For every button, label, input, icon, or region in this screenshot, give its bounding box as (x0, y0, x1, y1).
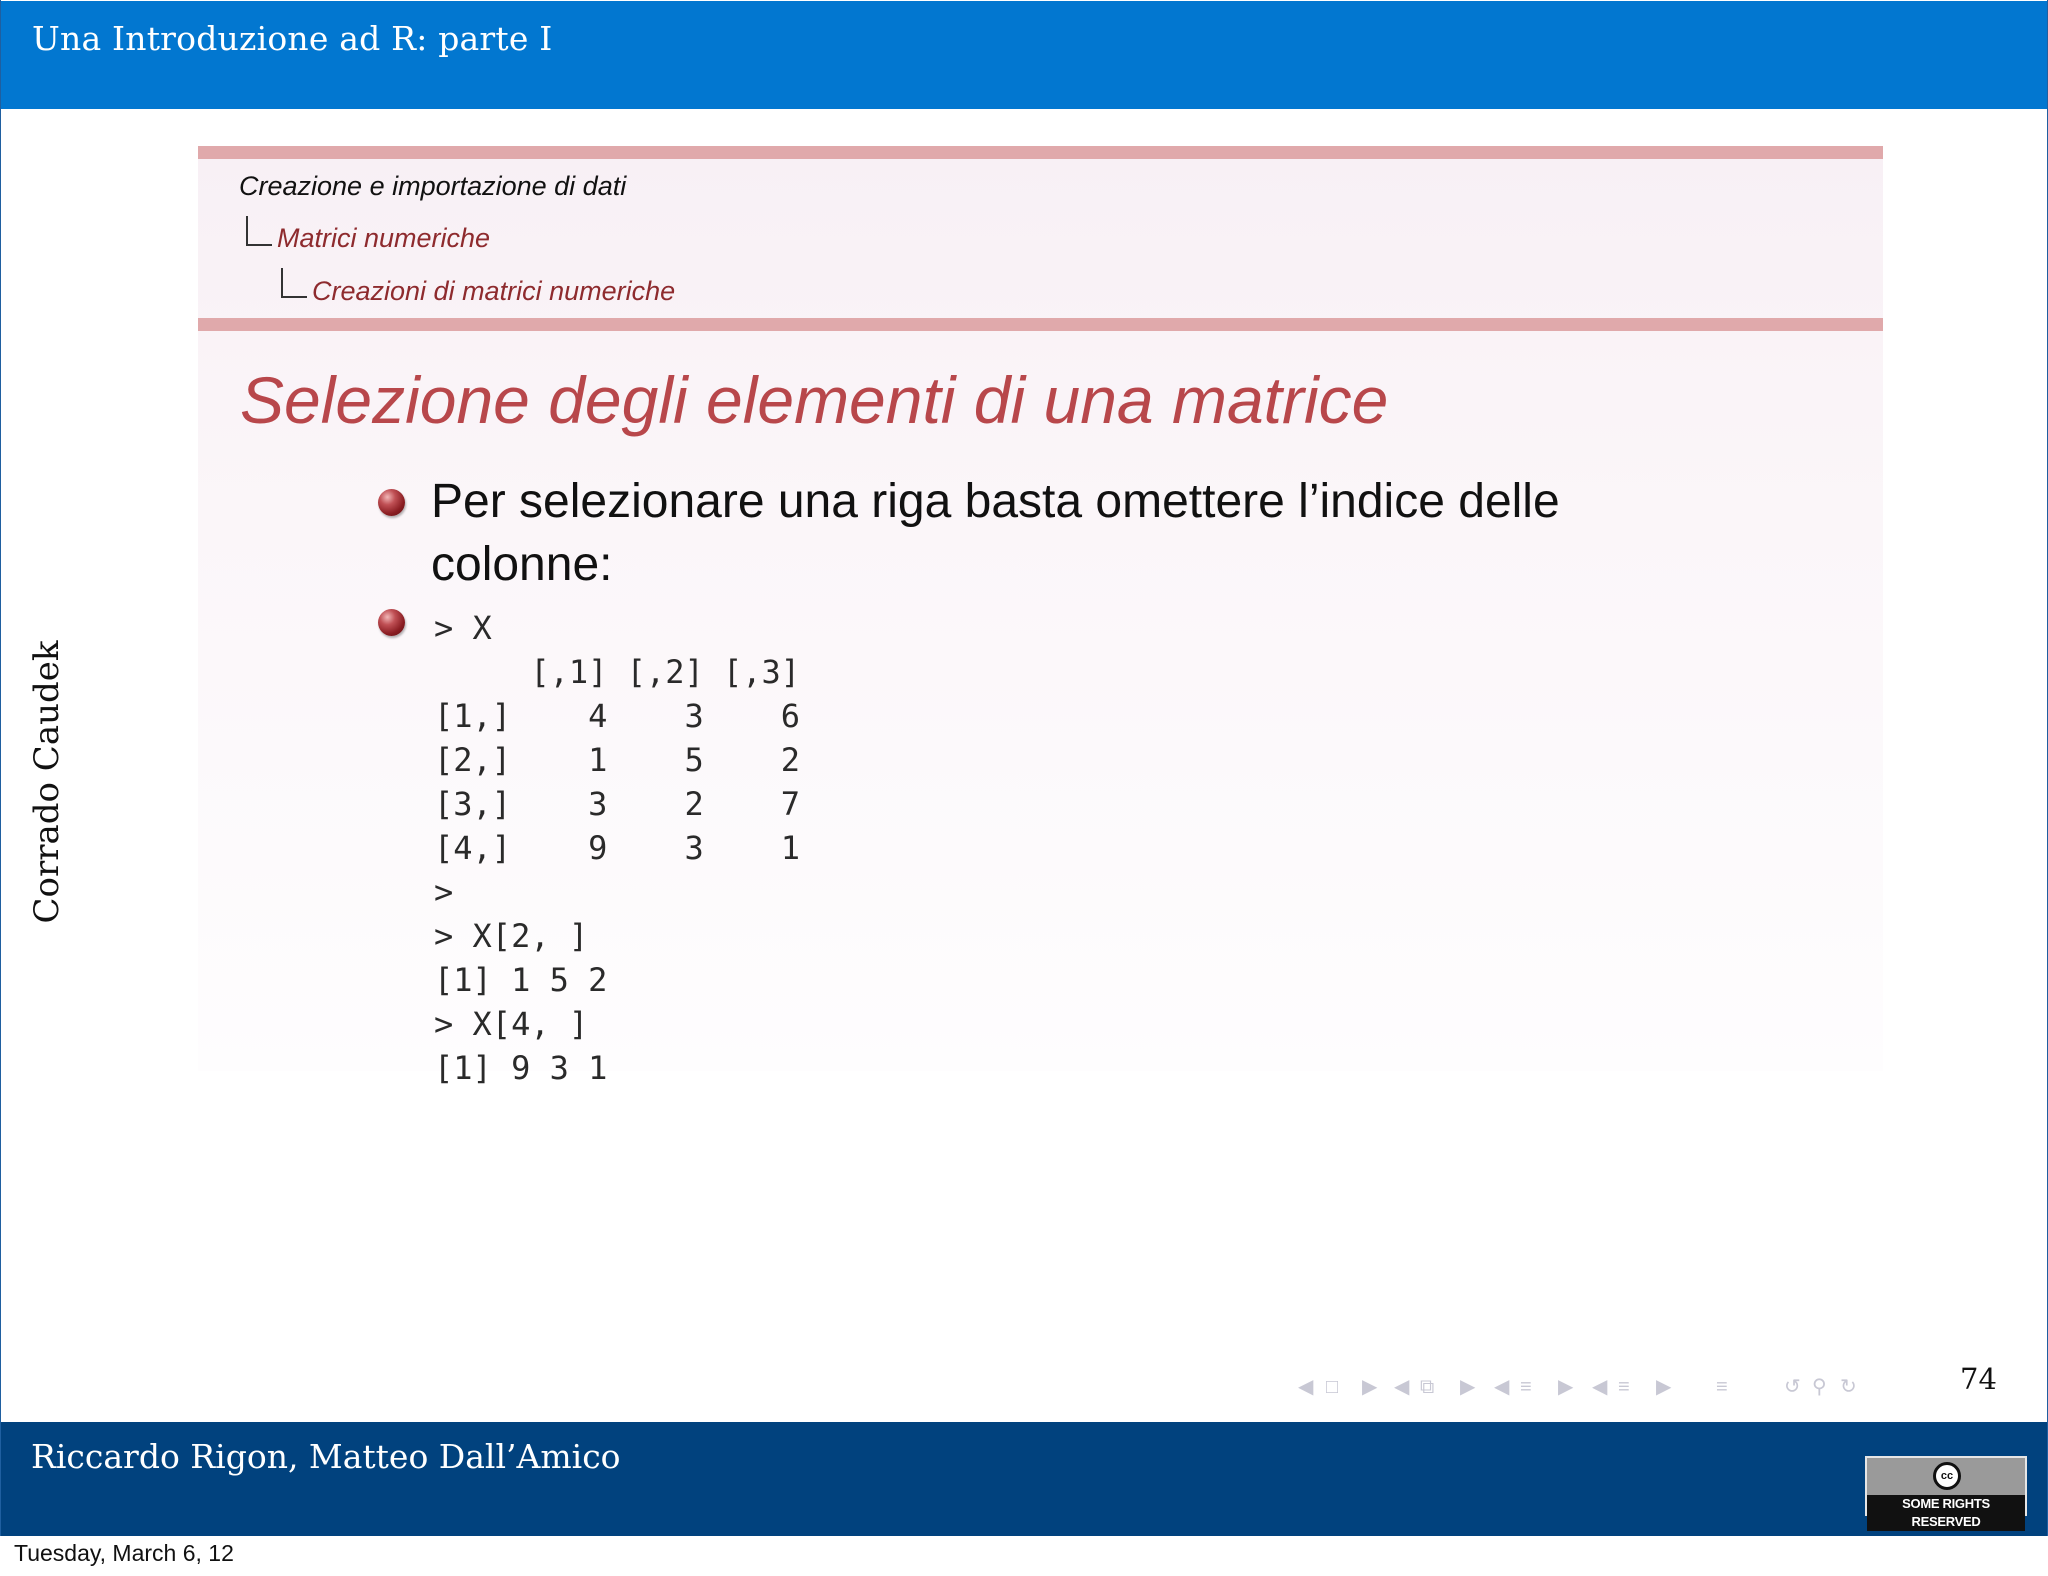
nav-prev-icon[interactable]: ◀ (1298, 1376, 1314, 1398)
nav-subsection-icon[interactable]: ⧉ (1420, 1376, 1435, 1398)
breadcrumb-section: Creazione e importazione di dati (239, 171, 627, 201)
breadcrumb-rule-bottom (198, 318, 1883, 331)
code-block (434, 606, 800, 1090)
date-stamp: Tuesday, March 6, 12 (14, 1540, 234, 1566)
slide-title: Selezione degli elementi di una matrice (240, 363, 1389, 437)
bullet-ball-icon (378, 489, 405, 516)
breadcrumb-connector (246, 216, 272, 246)
breadcrumb-connector (281, 268, 307, 298)
code-line: > (434, 873, 454, 911)
code-line: > X (434, 609, 492, 647)
code-line: [3,] 3 2 7 (434, 785, 801, 823)
footer-authors: Riccardo Rigon, Matteo Dall’Amico (31, 1437, 621, 1476)
nav-next-icon[interactable]: ▶ (1362, 1376, 1378, 1398)
header-bar (1, 1, 2047, 109)
nav-prev-icon[interactable]: ◀ (1592, 1376, 1608, 1398)
page-number: 74 (1960, 1362, 1997, 1396)
code-line: > X[2, ] (434, 917, 589, 955)
nav-prev-icon[interactable]: ◀ (1394, 1376, 1410, 1398)
nav-next-icon[interactable]: ▶ (1656, 1376, 1672, 1398)
nav-search-icon[interactable]: ⚲ (1812, 1376, 1827, 1398)
presentation-title: Una Introduzione ad R: parte I (32, 19, 553, 58)
breadcrumb-subsubsection: Creazioni di matrici numeriche (312, 276, 676, 306)
nav-next-icon[interactable]: ▶ (1558, 1376, 1574, 1398)
code-line: [1,] 4 3 6 (434, 697, 801, 735)
nav-frame-icon[interactable]: □ (1326, 1376, 1339, 1398)
code-line: [1] 1 5 2 (434, 961, 608, 999)
bullet-ball-icon (378, 609, 405, 636)
nav-back-icon[interactable]: ↺ (1784, 1376, 1801, 1398)
code-line: [4,] 9 3 1 (434, 829, 801, 867)
nav-section-icon[interactable]: ≡ (1618, 1376, 1630, 1398)
bullet-text: Per selezionare una riga basta omettere l’indice delle colonne: (431, 475, 1560, 591)
cc-icon: cc (1933, 1462, 1961, 1490)
nav-section-icon[interactable]: ≡ (1520, 1376, 1532, 1398)
code-line: > X[4, ] (434, 1005, 589, 1043)
breadcrumb-rule-top (198, 146, 1883, 159)
nav-next-icon[interactable]: ▶ (1460, 1376, 1476, 1398)
sidebar-author: Corrado Caudek (27, 640, 67, 924)
nav-outline-icon[interactable]: ≡ (1716, 1376, 1728, 1398)
nav-prev-icon[interactable]: ◀ (1494, 1376, 1510, 1398)
breadcrumb-subsection: Matrici numeriche (277, 223, 491, 253)
code-line: [,1] [,2] [,3] (434, 653, 801, 691)
license-text: SOME RIGHTS RESERVED (1867, 1495, 2025, 1531)
code-line: [1] 9 3 1 (434, 1049, 608, 1087)
code-line: [2,] 1 5 2 (434, 741, 801, 779)
cc-license-badge[interactable] (1865, 1456, 2027, 1529)
frame-border-left (0, 0, 1, 1536)
nav-forward-icon[interactable]: ↻ (1840, 1376, 1857, 1398)
